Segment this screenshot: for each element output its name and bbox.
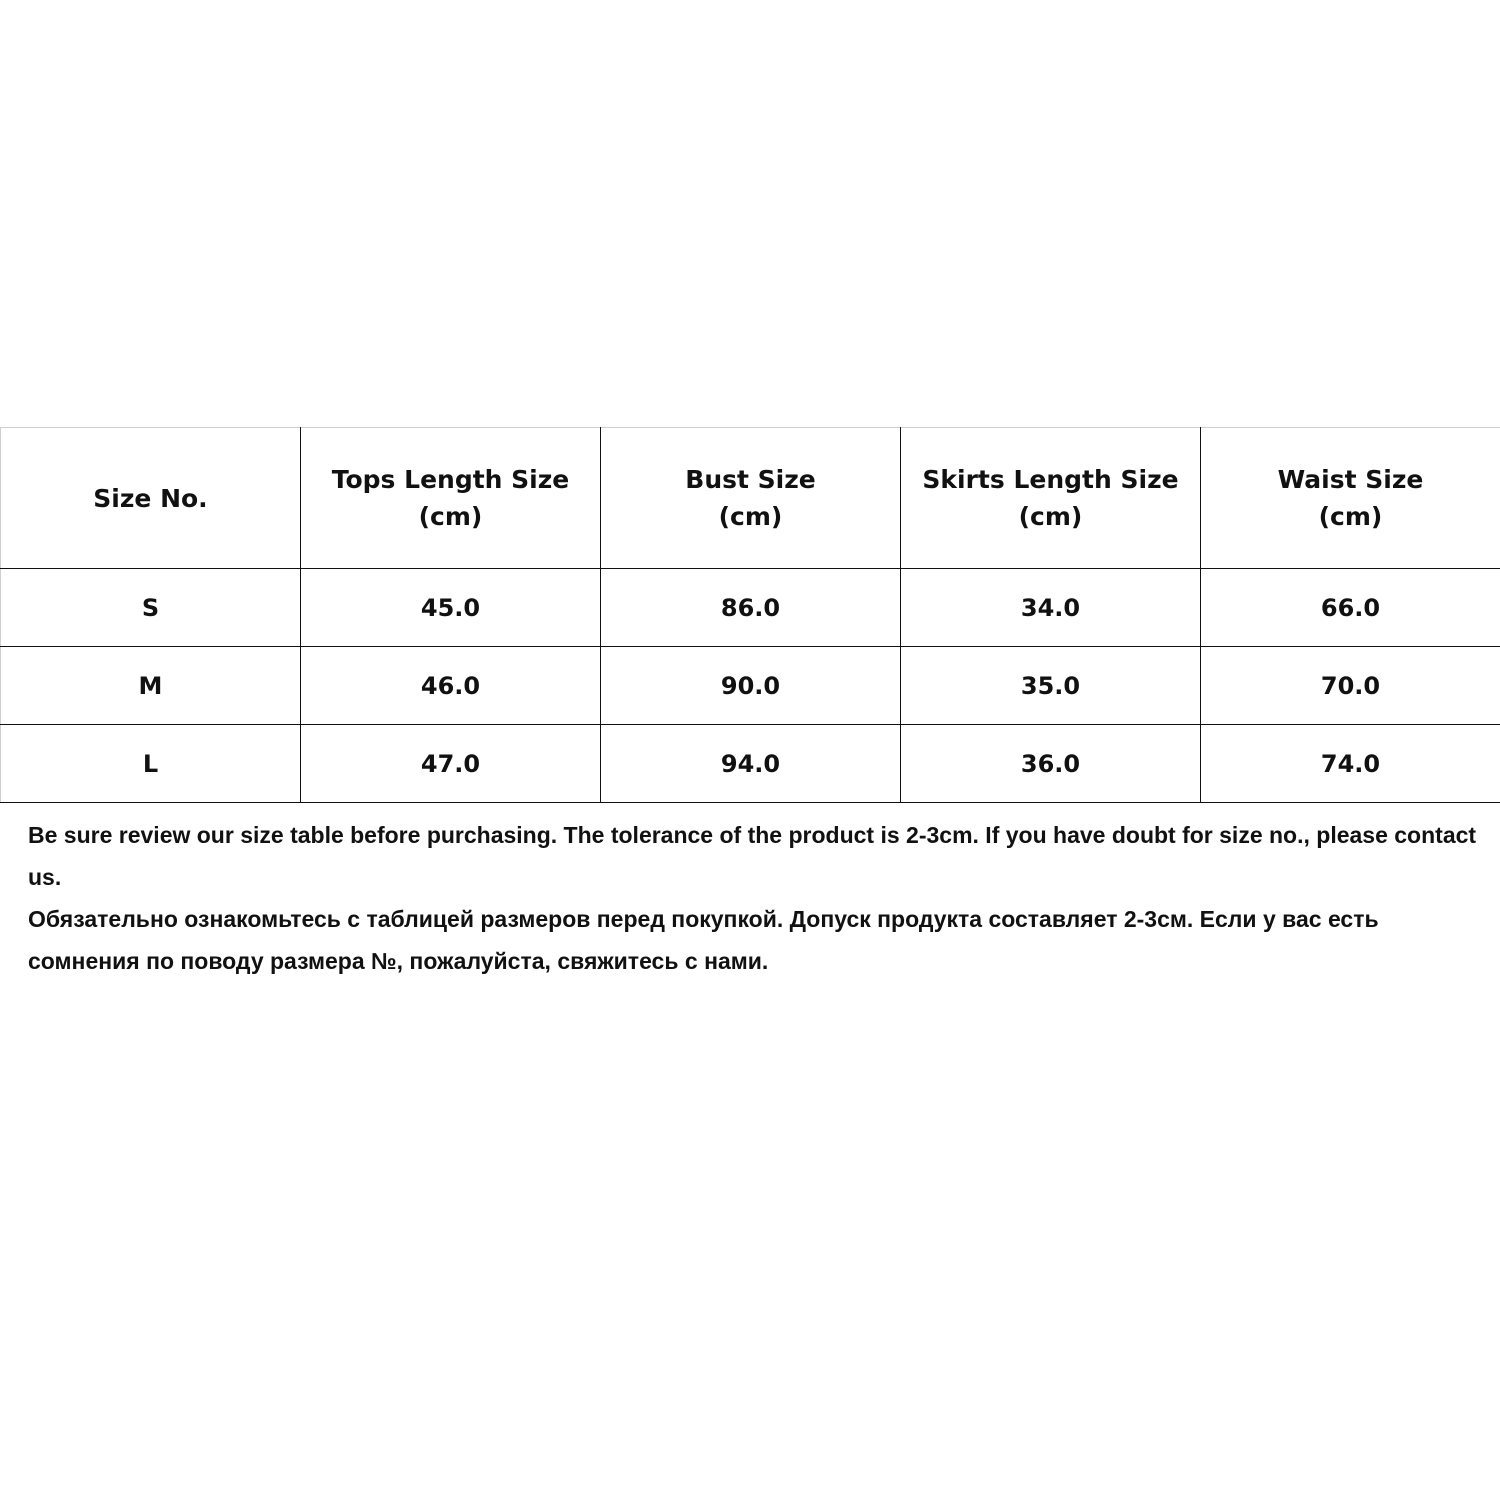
cell-skirts-length: 35.0 [901, 647, 1201, 725]
cell-skirts-length: 36.0 [901, 725, 1201, 803]
header-label: Skirts Length Size [922, 465, 1179, 494]
header-unit: (cm) [718, 502, 783, 531]
header-label: Tops Length Size [331, 465, 570, 494]
header-unit: (cm) [1318, 502, 1383, 531]
header-waist-size [1201, 428, 1500, 569]
size-notes [28, 814, 1478, 982]
cell-waist-size: 70.0 [1201, 647, 1500, 725]
table-row-s [1, 569, 1500, 647]
header-label: Size No. [93, 483, 208, 513]
cell-tops-length: 47.0 [301, 725, 601, 803]
cell-waist-size: 66.0 [1201, 569, 1500, 647]
cell-tops-length: 46.0 [301, 647, 601, 725]
header-label: Waist Size [1277, 465, 1424, 494]
note-russian: Обязательно ознакомьтесь с таблицей размеров перед покупкой. Допуск продукта составляет 2-3см. Если у вас есть сомнения по поводу размера №, пожалуйста, свяжитесь с нами. [28, 906, 1379, 974]
cell-size: M [1, 647, 301, 725]
header-unit: (cm) [1018, 502, 1083, 531]
header-skirts-length [901, 428, 1201, 569]
cell-size: L [1, 725, 301, 803]
cell-waist-size: 74.0 [1201, 725, 1500, 803]
header-tops-length [301, 428, 601, 569]
cell-size: S [1, 569, 301, 647]
cell-bust-size: 94.0 [601, 725, 901, 803]
table-row-m [1, 647, 1500, 725]
table-row-l [1, 725, 1500, 803]
header-size-no [1, 428, 301, 569]
cell-bust-size: 86.0 [601, 569, 901, 647]
header-unit: (cm) [418, 502, 483, 531]
cell-tops-length: 45.0 [301, 569, 601, 647]
header-label: Bust Size [685, 465, 816, 494]
cell-bust-size: 90.0 [601, 647, 901, 725]
size-table [0, 427, 1500, 803]
header-bust-size [601, 428, 901, 569]
table-header-row [1, 428, 1500, 569]
cell-skirts-length: 34.0 [901, 569, 1201, 647]
note-english: Be sure review our size table before purchasing. The tolerance of the product is 2-3cm. If you have doubt for size no., please contact us. [28, 822, 1477, 890]
